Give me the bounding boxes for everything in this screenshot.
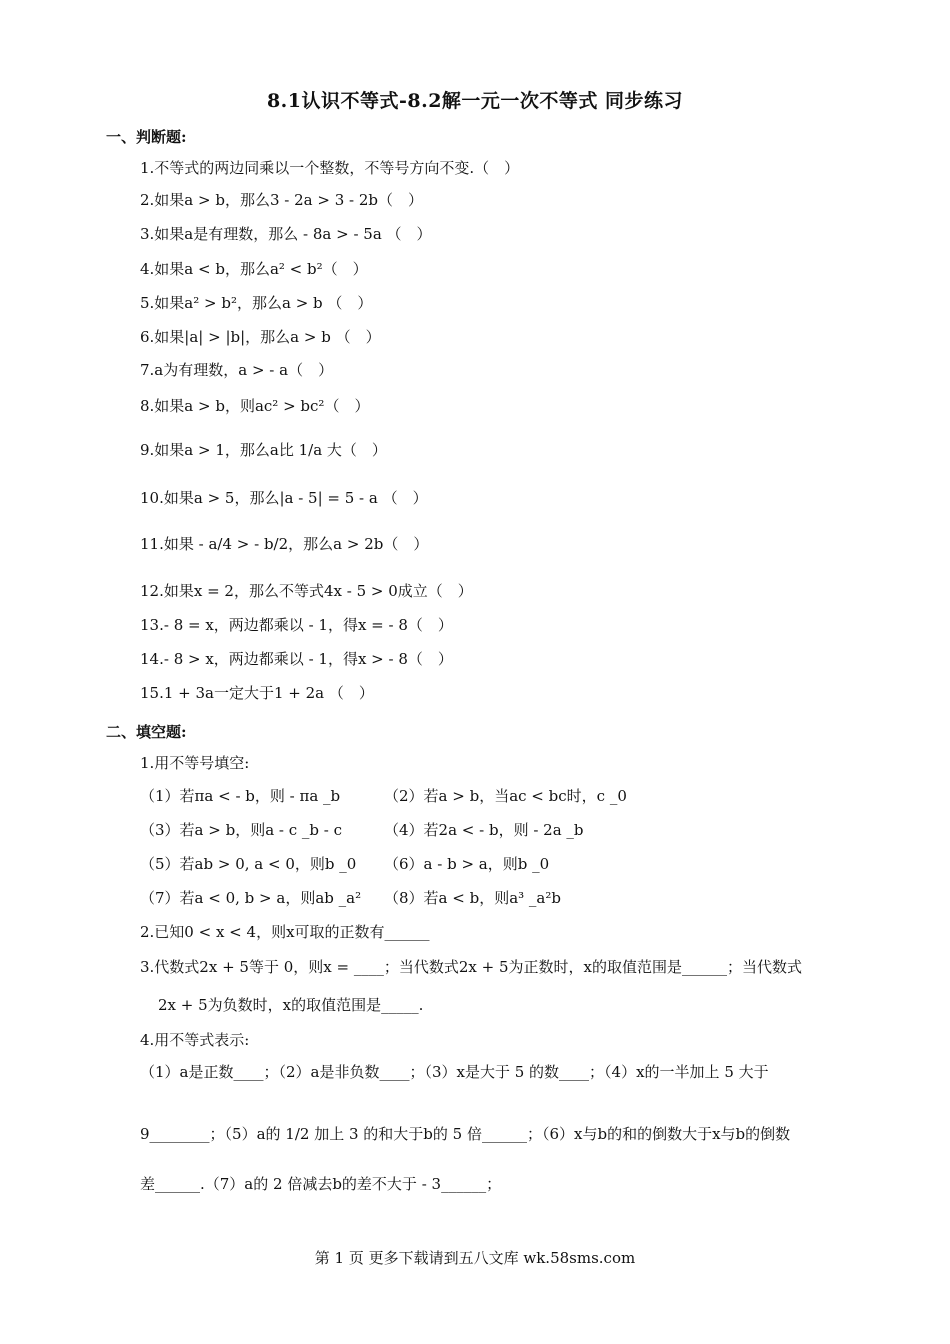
question-item: 11.如果 - a/4 > - b/2，那么a > 2b（ ） bbox=[140, 535, 429, 553]
question-item: 4.如果a < b，那么a² < b²（ ） bbox=[140, 260, 368, 278]
question-item: 15.1 + 3a一定大于1 + 2a （ ） bbox=[140, 684, 374, 702]
question-item: 8.如果a > b，则ac² > bc²（ ） bbox=[140, 397, 370, 415]
question-intro: 4.用不等式表示: bbox=[140, 1031, 250, 1049]
question-item: 5.如果a² > b²，那么a > b （ ） bbox=[140, 294, 373, 312]
sub-question: （5）若ab > 0, a < 0，则b _0 bbox=[140, 855, 357, 873]
question-item: 13.- 8 = x，两边都乘以 - 1，得x = - 8（ ） bbox=[140, 616, 453, 634]
sub-question: （4）若2a < - b，则 - 2a _b bbox=[384, 821, 584, 839]
question-item: 1.不等式的两边同乘以一个整数，不等号方向不变.（ ） bbox=[140, 159, 520, 177]
sub-question: （6）a - b > a，则b _0 bbox=[384, 855, 550, 873]
question-item: 2.如果a > b，那么3 - 2a > 3 - 2b（ ） bbox=[140, 191, 423, 209]
question-item-continued: 2x + 5为负数时，x的取值范围是_____. bbox=[158, 996, 424, 1014]
question-item: 3.代数式2x + 5等于 0，则x = ____；当代数式2x + 5为正数时，x的取值范围是______；当代数式 bbox=[140, 958, 802, 976]
question-item: 7.a为有理数，a > - a（ ） bbox=[140, 361, 334, 379]
question-item-continued: 9________；（5）a的 1/2 加上 3 的和大于b的 5 倍______；（6）x与b的和的倒数大于x与b的倒数 bbox=[140, 1125, 791, 1143]
question-item: 12.如果x = 2，那么不等式4x - 5 > 0成立（ ） bbox=[140, 582, 473, 600]
question-item: 9.如果a > 1，那么a比 1/a 大（ ） bbox=[140, 441, 387, 459]
question-intro: 1.用不等号填空: bbox=[140, 754, 250, 772]
sub-question: （2）若a > b，当ac < bc时，c _0 bbox=[384, 787, 627, 805]
question-item: 14.- 8 > x，两边都乘以 - 1，得x > - 8（ ） bbox=[140, 650, 453, 668]
section-heading-true-false: 一、判断题: bbox=[106, 128, 187, 146]
sub-question: （1）若πa < - b，则 - πa _b bbox=[140, 787, 341, 805]
sub-question: （8）若a < b，则a³ _a²b bbox=[384, 889, 561, 907]
sub-question: （7）若a < 0, b > a，则ab _a² bbox=[140, 889, 362, 907]
section-heading-fill-blank: 二、填空题: bbox=[106, 723, 187, 741]
question-item: 2.已知0 < x < 4，则x可取的正数有______ bbox=[140, 923, 430, 941]
question-item: 3.如果a是有理数，那么 - 8a > - 5a （ ） bbox=[140, 225, 432, 243]
question-item-continued: 差______.（7）a的 2 倍减去b的差不大于 - 3______； bbox=[140, 1175, 502, 1193]
page-title: 8.1认识不等式-8.2解一元一次不等式 同步练习 bbox=[266, 90, 684, 112]
question-item: （1）a是正数____；（2）a是非负数____；（3）x是大于 5 的数____；（4）x的一半加上 5 大于 bbox=[140, 1063, 769, 1081]
sub-question: （3）若a > b，则a - c _b - c bbox=[140, 821, 343, 839]
question-item: 6.如果|a| > |b|，那么a > b （ ） bbox=[140, 328, 381, 346]
question-item: 10.如果a > 5，那么|a - 5| = 5 - a （ ） bbox=[140, 489, 428, 507]
page-footer: 第 1 页 更多下载请到五八文库 wk.58sms.com bbox=[314, 1249, 636, 1267]
